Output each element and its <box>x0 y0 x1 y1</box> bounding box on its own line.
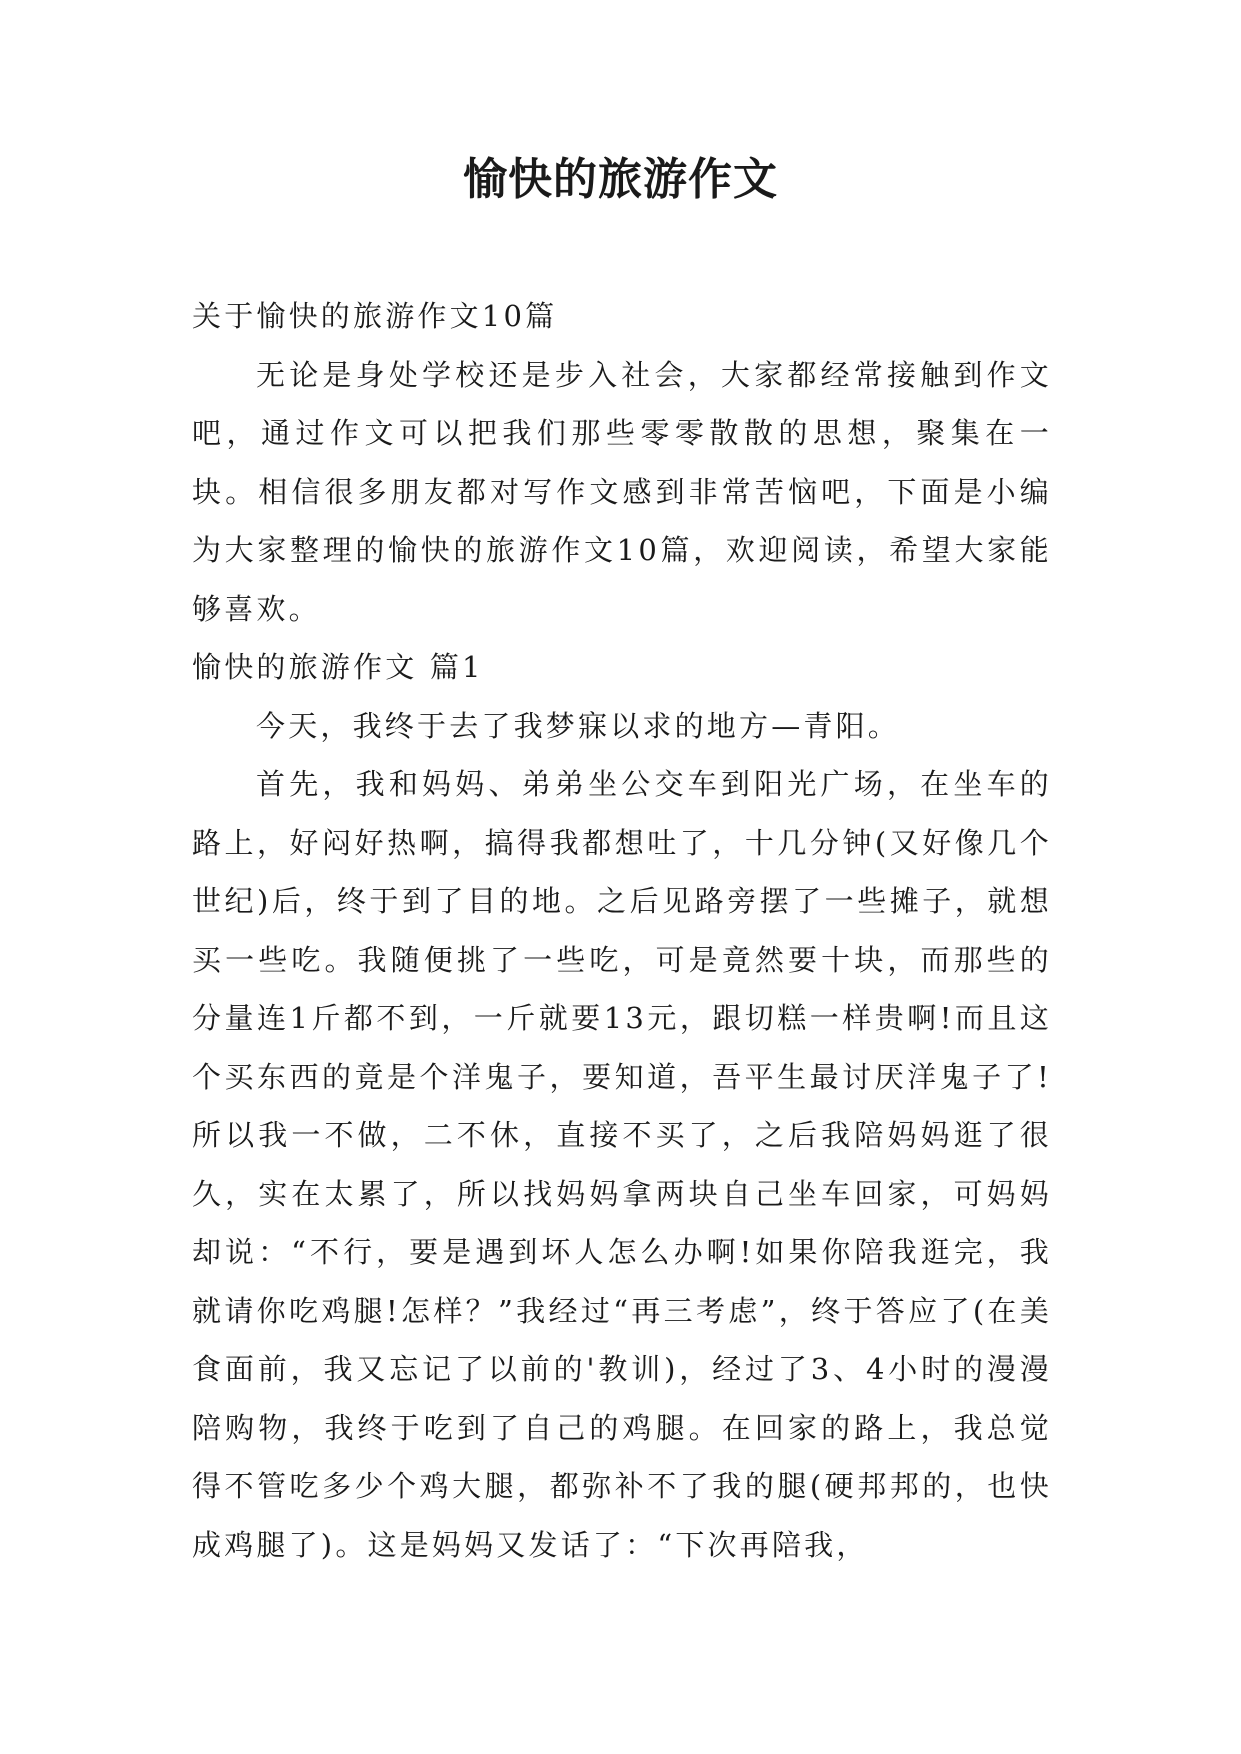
document-title: 愉快的旅游作文 <box>463 154 778 205</box>
body-paragraph: 今天，我终于去了我梦寐以求的地方—青阳。 <box>256 708 901 743</box>
document-body <box>192 287 1052 1574</box>
document-subtitle: 关于愉快的旅游作文10篇 <box>192 299 558 333</box>
section-heading: 愉快的旅游作文 篇1 <box>192 650 484 684</box>
intro-paragraph: 无论是身处学校还是步入社会，大家都经常接触到作文吧，通过作文可以把我们那些零零散散的思想，聚集在一块。相信很多朋友都对写作文感到非常苦恼吧，下面是小编为大家整理的愉快的旅游作文10篇，欢迎阅读，希望大家能够喜欢。 <box>192 357 1052 626</box>
body-paragraph: 首先，我和妈妈、弟弟坐公交车到阳光广场，在坐车的路上，好闷好热啊，搞得我都想吐了，十几分钟(又好像几个世纪)后，终于到了目的地。之后见路旁摆了一些摊子，就想买一些吃。我随便挑了一些吃，可是竟然要十块，而那些的分量连1斤都不到，一斤就要13元，跟切糕一样贵啊!而且这个买东西的竟是个洋鬼子，要知道，吾平生最讨厌洋鬼子了!所以我一不做，二不休，直接不买了，之后我陪妈妈逛了很久，实在太累了，所以找妈妈拿两块自己坐车回家，可妈妈却说：“不行，要是遇到坏人怎么办啊!如果你陪我逛完，我就请你吃鸡腿!怎样？”我经过“再三考虑”，终于答应了(在美食面前，我又忘记了以前的'教训)，经过了3、4小时的漫漫陪购物，我终于吃到了自己的鸡腿。在回家的路上，我总觉得不管吃多少个鸡大腿，都弥补不了我的腿(硬邦邦的，也快成鸡腿了)。这是妈妈又发话了：“下次再陪我， <box>192 767 1052 1562</box>
